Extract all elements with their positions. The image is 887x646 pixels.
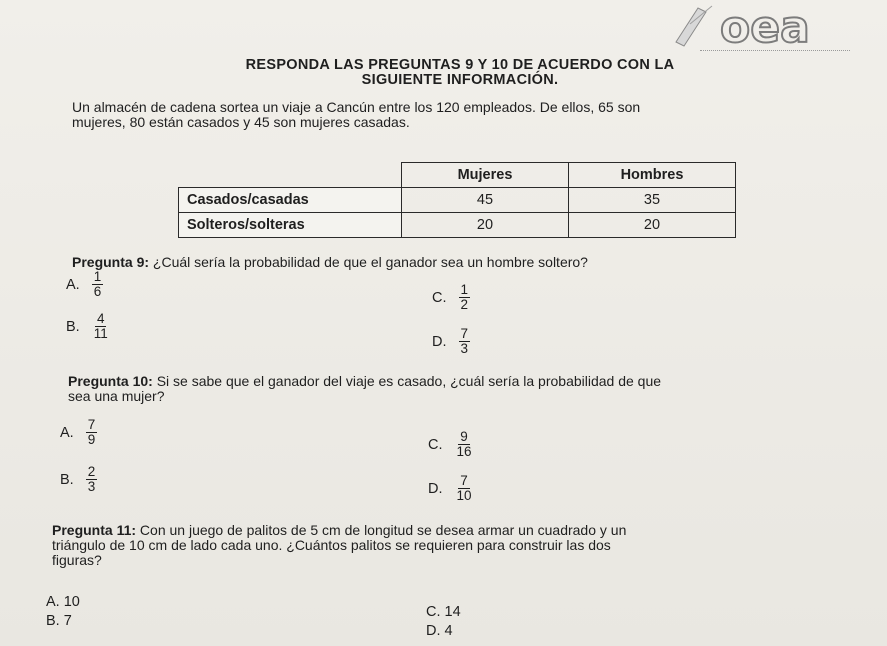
option-letter: C. (428, 436, 443, 453)
oea-logo-icon (668, 2, 838, 48)
header-line-2: SIGUIENTE INFORMACIÓN. (361, 72, 559, 88)
table-corner (179, 163, 402, 188)
fraction: $\frac{4}{11}$ (93, 311, 108, 341)
table-row (179, 213, 736, 238)
option-letter: D. (432, 333, 447, 350)
q10-option-d[interactable] (428, 474, 474, 503)
q9-option-c[interactable] (432, 283, 470, 312)
fraction: $\frac{7}{10}$ (456, 473, 472, 503)
table-header-row (179, 163, 736, 188)
header-line-1: RESPONDA LAS PREGUNTAS 9 Y 10 DE ACUERDO CON LA (245, 57, 675, 73)
intro-line-1: Un almacén de cadena sortea un viaje a Cancún entre los 120 empleados. De ellos, 65 son (72, 99, 641, 115)
question-11 (52, 523, 872, 568)
q9-option-b[interactable] (66, 312, 110, 341)
question-10-line-2: sea una mujer? (68, 388, 165, 404)
q11-option-a[interactable]: A. 10 (46, 594, 80, 610)
question-9-label: Pregunta 9: (72, 254, 150, 270)
option-letter: B. (60, 471, 74, 488)
fraction: $\frac{9}{16}$ (456, 429, 472, 459)
question-11-line-2: triángulo de 10 cm de lado cada uno. ¿Cuántos palitos se requieren para construir las dos (52, 537, 611, 553)
table-cell: 20 (402, 213, 569, 238)
q10-option-b[interactable] (60, 465, 97, 494)
question-9 (72, 255, 872, 270)
table-row-header: Casados/casadas (179, 188, 402, 213)
option-letter: D. (428, 480, 443, 497)
option-letter: A. (66, 276, 80, 293)
q11-option-b[interactable]: B. 7 (46, 613, 72, 629)
section-header (150, 58, 770, 88)
question-10-line-1: Si se sabe que el ganador del viaje es casado, ¿cuál sería la probabilidad de que (156, 373, 662, 389)
q11-option-d[interactable]: D. 4 (426, 623, 453, 639)
table-cell: 35 (569, 188, 736, 213)
fraction: $\frac{2}{3}$ (87, 464, 96, 494)
option-letter: C. (432, 289, 447, 306)
q10-option-a[interactable] (60, 418, 97, 447)
q11-option-c[interactable]: C. 14 (426, 604, 461, 620)
q9-option-a[interactable] (66, 270, 103, 299)
data-table (178, 162, 736, 238)
option-letter: B. (66, 318, 80, 335)
question-10 (68, 374, 868, 404)
table-cell: 45 (402, 188, 569, 213)
table-column-header: Hombres (569, 163, 736, 188)
question-9-text: ¿Cuál sería la probabilidad de que el ganador sea un hombre soltero? (152, 254, 588, 270)
question-11-label: Pregunta 11: (52, 522, 137, 538)
question-10-label: Pregunta 10: (68, 373, 153, 389)
q10-option-c[interactable] (428, 430, 474, 459)
logo-underline (700, 50, 850, 51)
question-11-line-1: Con un juego de palitos de 5 cm de longitud se desea armar un cuadrado y un (139, 522, 627, 538)
table-cell: 20 (569, 213, 736, 238)
question-11-line-3: figuras? (52, 552, 102, 568)
fraction: $\frac{1}{6}$ (93, 269, 102, 299)
q9-option-d[interactable] (432, 327, 470, 356)
fraction: $\frac{1}{2}$ (460, 282, 469, 312)
intro-line-2: mujeres, 80 están casados y 45 son mujeres casadas. (72, 114, 410, 130)
table-row-header: Solteros/solteras (179, 213, 402, 238)
logo-text: oea (720, 2, 810, 48)
table-column-header: Mujeres (402, 163, 569, 188)
fraction: $\frac{7}{3}$ (460, 326, 469, 356)
intro-paragraph (72, 100, 862, 130)
table-row (179, 188, 736, 213)
fraction: $\frac{7}{9}$ (87, 417, 96, 447)
option-letter: A. (60, 424, 74, 441)
